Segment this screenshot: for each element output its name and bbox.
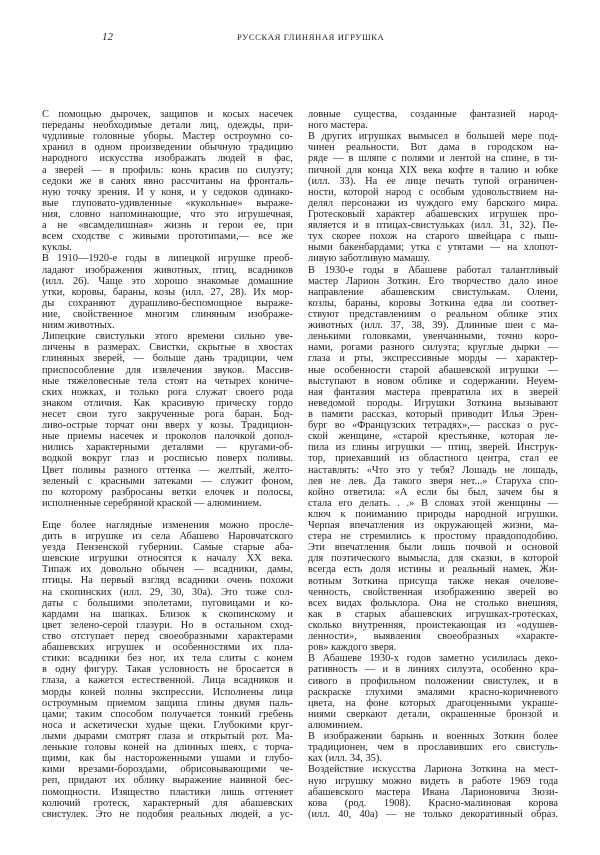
text-line: всегда есть доля истины и реальный намек. Жи- <box>308 564 558 576</box>
left-text-column <box>42 109 293 820</box>
text-line: остроумным приемом защипа глины двумя паль- <box>42 697 293 709</box>
text-line: шевские игрушки относятся к началу XX века. <box>42 553 293 565</box>
text-line: даты с большими эполетами, пуговицами и ко- <box>42 597 293 609</box>
text-line: стала его делать. . .» В словах этой женщины — <box>308 497 558 509</box>
text-line: щими, как бы настороженными ушами и глубо- <box>42 753 293 765</box>
text-line: ряде — в шляпе с полями и лентой на спине, в ти- <box>308 153 558 165</box>
text-line: ладают изображения животных, птиц, всадников <box>42 264 293 276</box>
text-line: стики: всадники без ног, их тела слиты с конем <box>42 653 293 665</box>
text-line: личены в размерах. Свистки, скрытые в хвостах <box>42 342 293 354</box>
text-line: зеленый с красными затеками — служит фоном, <box>42 475 293 487</box>
right-text-column <box>308 109 558 820</box>
text-line: (илл. 26). Чаще это хорошо знакомые домашние <box>42 275 293 287</box>
text-line: абашевского мастера Ивана Ларионовича Зюзи- <box>308 786 558 798</box>
text-line: стера не стремились к простому правдоподобию. <box>308 531 558 543</box>
text-line: является и в птицах-свистульках (илл. 31, 32). Пе- <box>308 220 558 232</box>
text-line: всех видах фольклора. Она не столько внешняя, <box>308 597 558 609</box>
text-line: козлы, бараны, коровы Зоткина едва ли соответ- <box>308 297 558 309</box>
text-line: всем сходстве с живыми прототипами,— все же <box>42 231 293 243</box>
text-line: животных (илл. 37, 38, 39). Длинные шеи с ма- <box>308 320 558 332</box>
text-line: цвет зелено-серой глазури. Но в остальном сход- <box>42 619 293 631</box>
text-line: Гротесковый характер абашевских игрушек про- <box>308 208 558 220</box>
text-line: ную точку зрения. И у коня, и у седоков одинако- <box>42 186 293 198</box>
paragraph <box>308 265 558 654</box>
text-line: ской женщине, «старой крестьянке, которая ле- <box>308 431 558 443</box>
text-line: ды сохраняют дурашливо-беспомощное выраже- <box>42 297 293 309</box>
text-line: глаза, а кажется естественной. Лица всадников и <box>42 675 293 687</box>
text-line: цами; таким способом получается тонкий гребень <box>42 708 293 720</box>
text-line: Черпая впечатления из окружающей жизни, ма- <box>308 520 558 532</box>
text-line: приспособление для извлечения звуков. Массив- <box>42 364 293 376</box>
text-line: ные особенности старой абашевской игрушки — <box>308 364 558 376</box>
text-line: ниями сверкают детали, окрашенные бронзой и <box>308 708 558 720</box>
text-line: морды коней полны экспрессии. Исполнены лица <box>42 686 293 698</box>
text-line: в одну фигуру. Такая условность не бросается в <box>42 664 293 676</box>
text-line: ливую заботливую мамашу. <box>308 253 431 265</box>
text-line: свистулек. Это не подобия реальных людей, а ус- <box>42 808 293 820</box>
text-line: носа и аскетически худые щеки. Глубокими круг- <box>42 719 293 731</box>
text-line: бург во «Французских тетрадях»,— рассказ о рус- <box>308 420 558 432</box>
text-line: койно ответила: «А если бы был, зачем бы я <box>308 486 558 498</box>
text-line: нами, рогами разного силуэта; круглые дырки — <box>308 342 558 354</box>
text-line: цвета, на фоне которых драгоценными украше- <box>308 697 558 709</box>
text-line: реп, придают их облику выражение наивной бес- <box>42 775 293 787</box>
text-line: уезда Пензенской губернии. Самые старые аба- <box>42 542 293 554</box>
text-line: ских ножках, и только рога служат своего рода <box>42 386 293 398</box>
text-line: Цвет поливы разного оттенка — желтый, желто- <box>42 464 293 476</box>
text-line: неведомой породы. Игрушки Зоткина вызывают <box>308 397 558 409</box>
text-line: хранил в одном произведении обычную традицию <box>42 142 293 154</box>
text-line: мастер Ларион Зоткин. Его творчество дало иное <box>308 275 558 287</box>
text-line: ленности», выявления своеобразных «характе- <box>308 631 558 643</box>
text-line: (илл. 40, 40а) — не только декоративный образ. <box>308 808 558 820</box>
text-line: выступают в новом облике и содержании. Неуем- <box>308 375 558 387</box>
text-line: В Абашеве 1930-х годов заметно усилилась деко- <box>308 653 558 665</box>
text-line: В 1930-е годы в Абашеве работал талантливый <box>308 264 558 276</box>
paragraph <box>42 520 293 820</box>
text-line: ченность, свойственная изображению зверей во <box>308 586 558 598</box>
text-line: ную игрушку можно видеть в работе 1969 года <box>308 775 558 787</box>
text-line: чинен реальности. Вот дама в городском на- <box>308 142 558 154</box>
text-line: чудливые головные уборы. Мастер остроумно со- <box>42 131 293 143</box>
text-line: раскраске глухими эмалями красно-коричневого <box>308 686 558 698</box>
text-line: традиционен, чем в прославивших его свистуль- <box>308 742 558 754</box>
text-line: ние, свойственное многим глиняным изображе- <box>42 308 293 320</box>
text-line: вотным Зоткина присуща также некая очелове- <box>308 575 558 587</box>
text-line: Еще более наглядные изменения можно просле- <box>42 519 293 531</box>
text-line: направление абашевским свистулькам. Олени, <box>308 286 558 298</box>
text-line: лев не лев. Да такого зверя нет...» Старуха спо- <box>308 475 558 487</box>
text-line: а зверей — в профиль: конь красив по силуэту; <box>42 164 293 176</box>
text-line: делял персонажи из чуждого ему барского мира. <box>308 197 558 209</box>
text-line: В изображении барынь и военных Зоткин более <box>308 731 558 743</box>
paragraph <box>42 253 293 331</box>
text-line: ная фантазия мастера превратила их в зверей <box>308 386 558 398</box>
text-line: Липецкие свистульки этого времени сильно уве- <box>42 331 293 343</box>
text-line: несет свои туго закрученные рога баран. Бод- <box>42 408 293 420</box>
paragraph <box>308 764 558 820</box>
text-line: ках (илл. 34, 35). <box>308 753 382 765</box>
text-line: седоки же в санях явно рассчитаны на фронталь- <box>42 175 293 187</box>
text-line: В других игрушках вымысел в большей мере под- <box>308 131 558 143</box>
text-line: знаком отличия. Как красивую прическу гордо <box>42 397 293 409</box>
text-line: ративность — и в линиях силуэта, особенно кра- <box>308 664 558 676</box>
text-line: Типаж их довольно обычен — всадники, дамы, <box>42 564 293 576</box>
text-line: ные приемы насечек и проколов палочкой допол- <box>42 431 293 443</box>
text-line: утки, коровы, бараны, козы (илл. 27, 28). Их мор- <box>42 286 293 298</box>
text-line: ными бакенбардами; утка с утятами — на хлопот- <box>308 242 558 254</box>
text-line: ловные существа, созданные фантазией народ- <box>308 109 558 120</box>
text-line: ности, которой народ с особым удовольствием на- <box>308 186 558 198</box>
text-line: Воздействие искусства Лариона Зоткина на мест- <box>308 764 558 776</box>
paragraph <box>42 109 293 253</box>
text-line: наставлять: «Что это у тебя? Лошадь не лошадь, <box>308 464 558 476</box>
text-line: кардами на шапках. Близок к скопинскому и <box>42 608 293 620</box>
text-line: (илл. 33). На ее лице печать тупой ограничен- <box>308 175 558 187</box>
text-line: ров» каждого зверя. <box>308 642 397 654</box>
text-line: как в старых абашевских игрушках-гротесках, <box>308 608 558 620</box>
text-line: пичной для конца XIX века кофте в талию и юбке <box>308 164 558 176</box>
page-number: 12 <box>102 31 113 43</box>
paragraph <box>308 131 558 264</box>
text-line: исполненные серебряной краской — алюминием. <box>42 497 262 509</box>
paragraph <box>42 331 293 509</box>
text-line: вые глуповато-удивленные «кукольные» выраже- <box>42 197 293 209</box>
text-line: ного мастера. <box>308 120 368 132</box>
text-line: ные тяжеловесные тела стоят на четырех кониче- <box>42 375 293 387</box>
text-line: Эти впечатления были лишь почвой и основой <box>308 542 558 554</box>
text-line: ленькие головы коней на длинных шеях, с торча- <box>42 742 293 754</box>
paragraph <box>308 109 558 131</box>
running-title: РУССКАЯ ГЛИНЯНАЯ ИГРУШКА <box>237 32 385 42</box>
text-line: а не «всамделишная» жизнь и герои ее, при <box>42 220 293 232</box>
text-line: нились характерными деталями — кругами-об- <box>42 442 293 454</box>
text-line: на скопинских (илл. 29, 30, 30а). Это тоже сол- <box>42 586 293 598</box>
text-line: тор, приехавший из областного центра, стал ее <box>308 453 558 465</box>
text-line: сколько внутренняя, проистекающая из «одушев- <box>308 620 558 632</box>
text-line: ливо-острые торчат они вверх у козы. Традицион- <box>42 420 293 432</box>
text-line: кова (род. 1908). Красно-малиновая корова <box>308 797 558 809</box>
paragraph <box>308 653 558 731</box>
text-line: по которому разбросаны ветки елочек и полосы, <box>42 486 293 498</box>
text-line: абашевских игрушек и особенностями их пла- <box>42 642 293 654</box>
text-line: ключ к пониманию природы народной игрушки. <box>308 508 558 520</box>
text-line: пила из глины игрушки — птиц, зверей. Инструк- <box>308 442 558 454</box>
text-line: ниям животных. <box>42 320 115 332</box>
text-line: ство отступает перед своеобразными характерами <box>42 631 293 643</box>
text-line: народного искусства изображать людей в фас, <box>42 153 293 165</box>
text-line: алюминием. <box>308 720 363 732</box>
text-line: кими врезами-бороздами, обрисовывающими че- <box>42 764 293 776</box>
paragraph <box>308 731 558 764</box>
text-line: куклы. <box>42 242 72 254</box>
text-line: глаза и рты, экспрессивные морды — характер- <box>308 353 558 365</box>
text-line: лыми дырами смотрят глаза и открытый рот. Ма- <box>42 731 293 743</box>
text-line: колючий гротеск, характерный для абашевских <box>42 797 293 809</box>
text-line: переданы необходимые детали лиц, одежды, при- <box>42 120 293 132</box>
text-line: глиняных зверей, — больше дань традиции, чем <box>42 353 293 365</box>
text-line: в памяти рассказ, который приводит Илья Эрен- <box>308 408 558 420</box>
text-line: птицы. На первый взгляд всадники очень похожи <box>42 575 293 587</box>
text-line: дить в игрушке из села Абашево Наровчатского <box>42 531 293 543</box>
text-line: ленькими головками, увенчанными, точно коро- <box>308 331 558 343</box>
text-line: тух скорее похож на старого швейцара с пыш- <box>308 231 558 243</box>
text-line: ствуют представлениям о реальном облике этих <box>308 308 558 320</box>
text-line: сивого в профильном положении свистулек, и в <box>308 675 558 687</box>
text-line: В 1910—1920-е годы в липецкой игрушке преоб- <box>42 253 293 265</box>
text-line: водкой вокруг глаз и росписью поверх поливы. <box>42 453 293 465</box>
text-line: С помощью дырочек, защипов и косых насечек <box>42 109 293 120</box>
text-line: помощности. Изящество пластики лишь оттеняет <box>42 786 293 798</box>
text-line: ния, словно напоминающие, что это игрушечная, <box>42 208 293 220</box>
text-line: для поэтического вымысла, для сказки, в которой <box>308 553 558 565</box>
